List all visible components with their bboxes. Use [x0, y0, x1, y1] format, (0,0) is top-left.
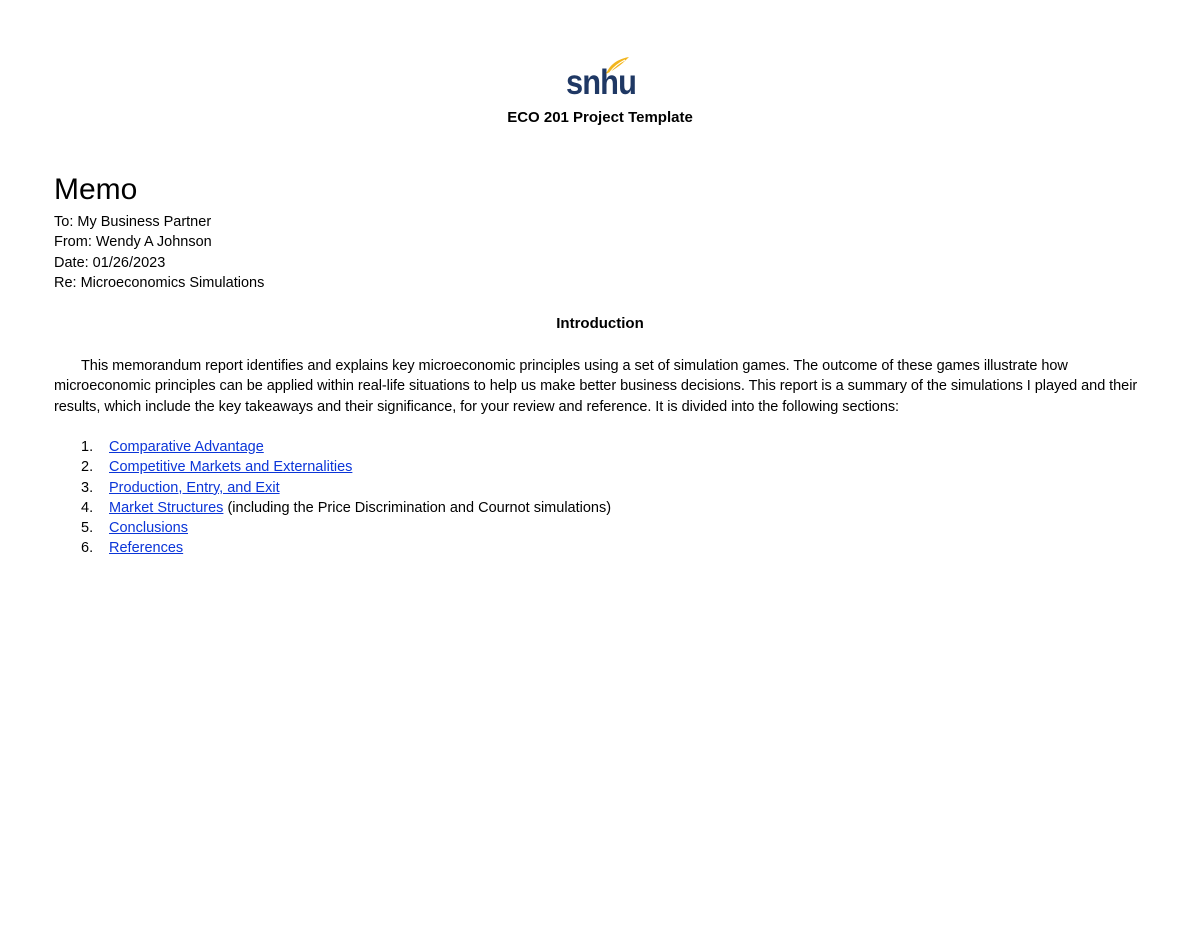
memo-fields — [54, 212, 264, 293]
list-item — [54, 538, 611, 558]
list-item-suffix: (including the Price Discrimination and Cournot simulations) — [223, 499, 612, 516]
introduction-heading: Introduction — [556, 315, 644, 332]
list-number: 5. — [81, 520, 94, 537]
list-number: 6. — [81, 540, 94, 557]
market-structures-link[interactable]: Market Structures — [109, 499, 224, 516]
memo-to-field: To: My Business Partner — [54, 214, 212, 230]
comparative-advantage-link[interactable]: Comparative Advantage — [109, 439, 264, 455]
memo-heading: Memo — [54, 173, 138, 206]
conclusions-link[interactable]: Conclusions — [109, 520, 188, 537]
list-number: 3. — [81, 479, 94, 496]
list-item — [54, 498, 611, 518]
leaf-icon — [604, 56, 630, 76]
references-link[interactable]: References — [109, 540, 184, 557]
list-item — [54, 478, 611, 498]
list-number: 4. — [81, 499, 94, 516]
snhu-logo — [563, 56, 635, 104]
list-number: 2. — [81, 459, 94, 476]
document-title: ECO 201 Project Template — [507, 109, 693, 126]
list-item — [54, 437, 611, 457]
list-item — [54, 457, 611, 477]
memo-re-field: Re: Microeconomics Simulations — [54, 274, 265, 291]
introduction-paragraph: This memorandum report identifies and explains key microeconomic principles using a set of simulation games. The outcome of these games illustrate how microeconomic principles can be applied within real-life situations to help us make better business decisions. This report is a summary of the simulations I played and their results, which include the key takeaways and their significance, for your review and reference. It is divided into the following sections: — [54, 358, 1138, 415]
production-entry-exit-link[interactable]: Production, Entry, and Exit — [109, 479, 280, 496]
list-item — [54, 518, 611, 538]
logo-wordmark: snhu — [566, 63, 637, 102]
competitive-markets-link[interactable]: Competitive Markets and Externalities — [109, 459, 353, 476]
memo-date-field: Date: 01/26/2023 — [54, 254, 166, 271]
list-number: 1. — [81, 439, 94, 455]
memo-from-field: From: Wendy A Johnson — [54, 234, 212, 251]
section-list — [54, 437, 611, 559]
